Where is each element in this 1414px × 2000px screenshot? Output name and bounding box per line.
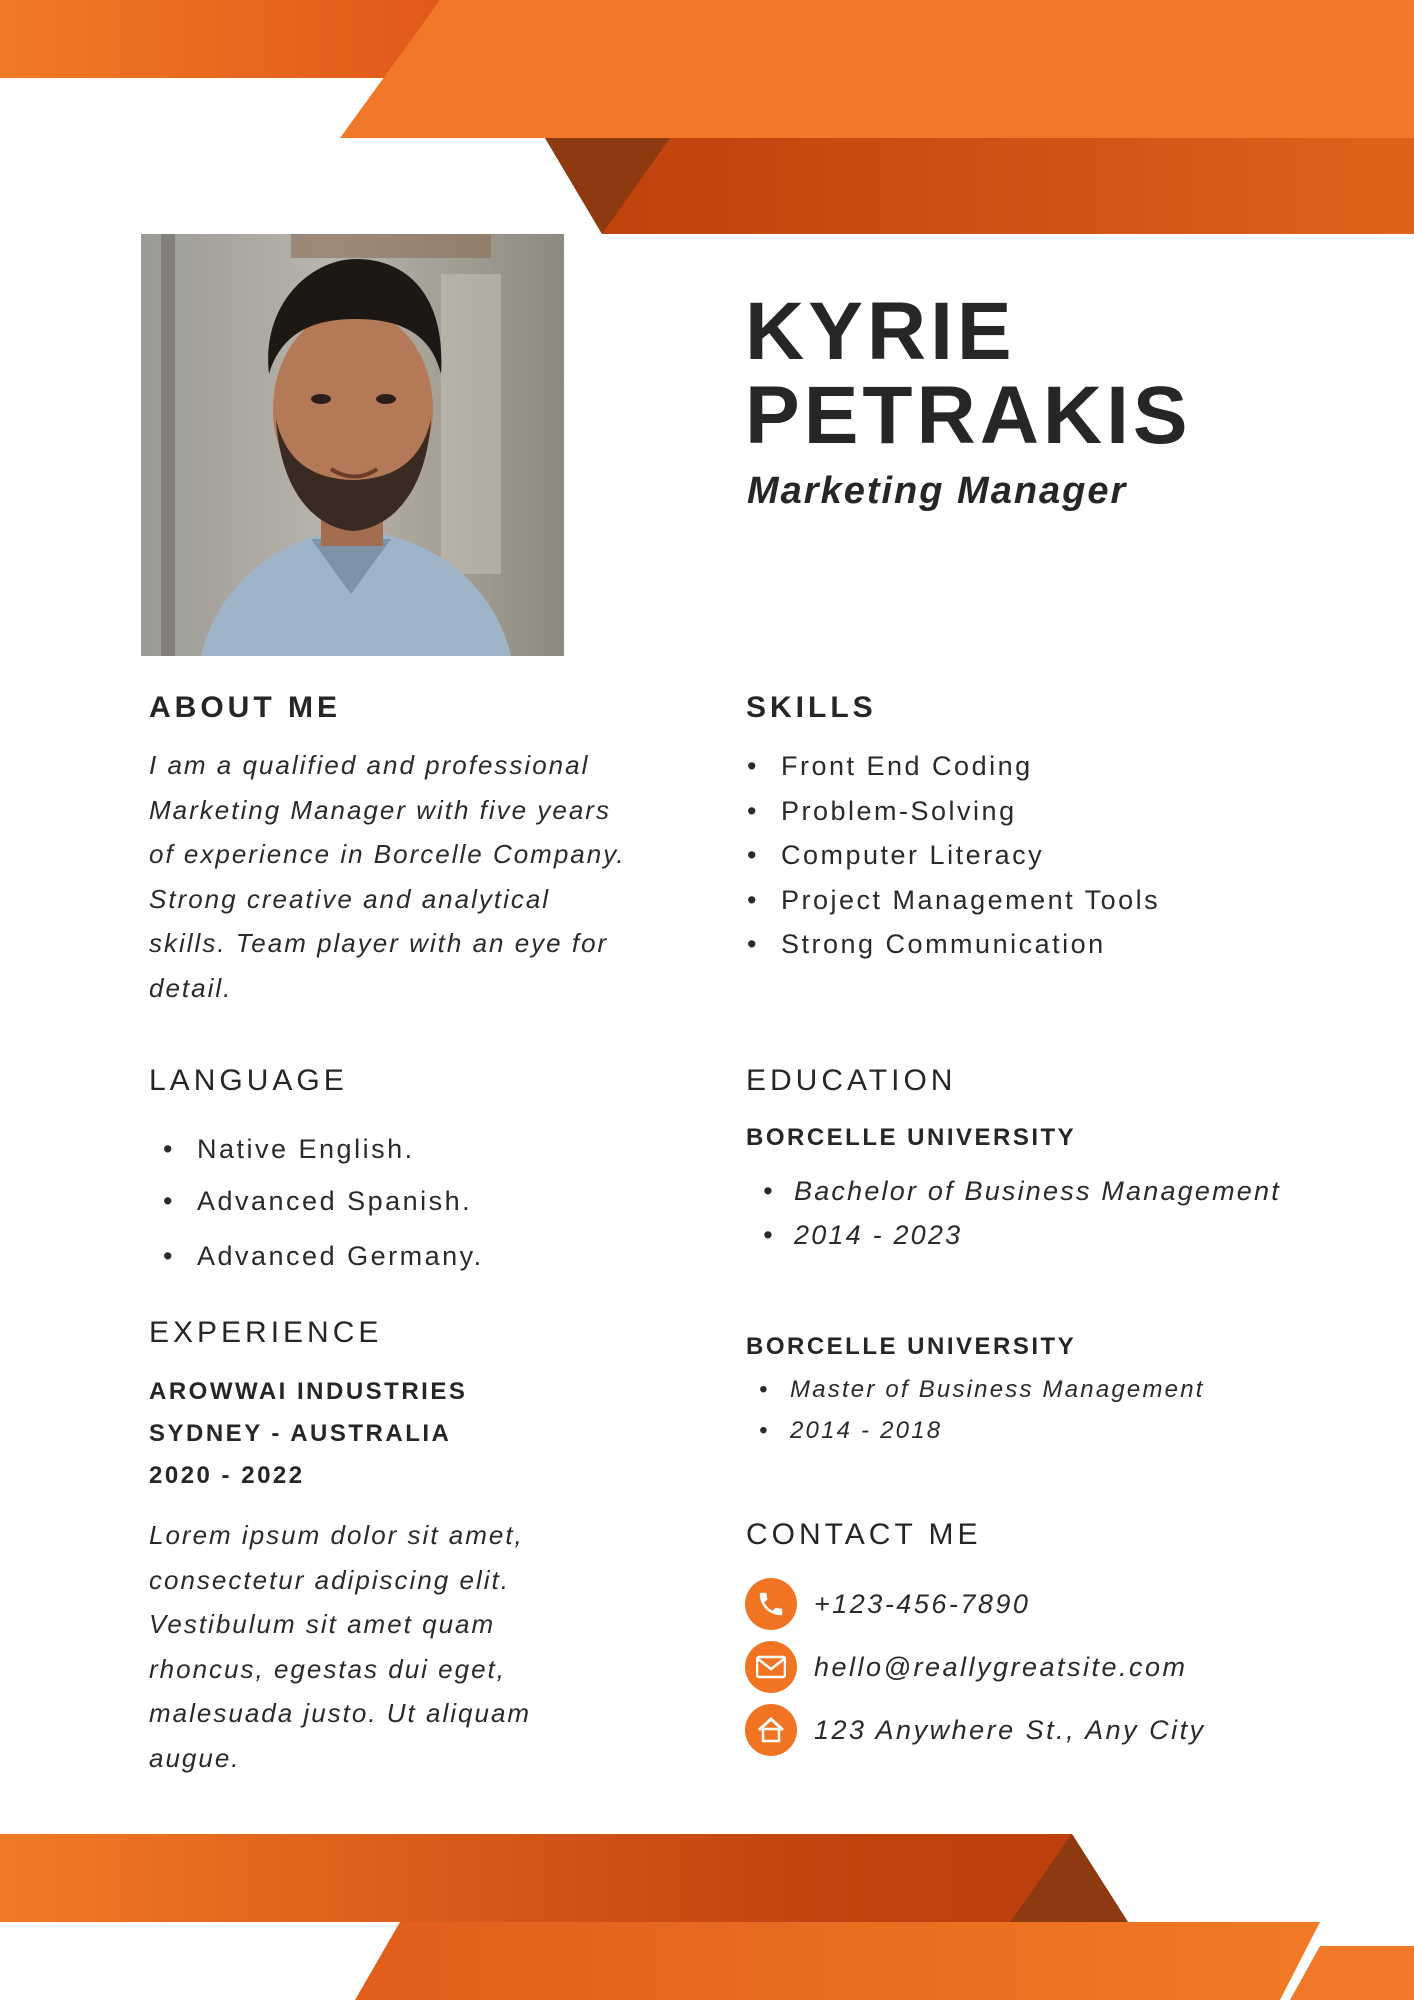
profile-photo [141,234,564,656]
skills-list [781,744,1160,967]
language-list [197,1126,484,1285]
about-line: skills. Team player with an eye for [149,928,609,958]
skill-item: • Front End Coding [781,744,1160,789]
skill-item: • Computer Literacy [781,833,1160,878]
about-line: of experience in Borcelle Company. [149,839,626,869]
contact-heading: CONTACT ME [746,1518,982,1551]
language-item: • Native English. [197,1126,484,1178]
about-line: Strong creative and analytical [149,883,551,914]
contact-phone [745,1578,1030,1630]
phone-icon [745,1578,797,1630]
about-text [149,743,626,1010]
experience-line: Lorem ipsum dolor sit amet, [149,1520,524,1550]
skills-heading: SKILLS [746,691,877,724]
experience-line: rhoncus, egestas dui eget, [149,1653,506,1684]
language-item: • Advanced Spanish. [197,1178,484,1230]
about-line: Marketing Manager with five years [149,794,611,825]
experience-location: SYDNEY - AUSTRALIA [149,1420,452,1447]
name-line-2: PETRAKIS [745,370,1192,461]
contact-email [745,1641,1188,1693]
language-heading: LANGUAGE [149,1064,348,1097]
experience-company: AROWWAI INDUSTRIES [149,1378,468,1405]
home-icon [745,1704,797,1756]
about-line: I am a qualified and professional [149,750,590,780]
skill-item: • Strong Communication [781,922,1160,967]
skill-item: • Problem-Solving [781,789,1160,834]
skill-item: • Project Management Tools [781,878,1160,923]
experience-line: consectetur adipiscing elit. [149,1564,510,1595]
phone-number[interactable]: +123-456-7890 [814,1588,1031,1619]
experience-line: augue. [149,1742,241,1773]
education-details [794,1169,1281,1257]
contact-address [745,1704,1206,1756]
experience-line: malesuada justo. Ut aliquam [149,1698,532,1728]
education-details [790,1369,1205,1451]
email-address[interactable]: hello@reallygreatsite.com [814,1651,1188,1682]
language-item: • Advanced Germany. [197,1233,484,1285]
education-degree: • Bachelor of Business Management [794,1169,1281,1213]
candidate-name [745,286,1365,461]
name-line-1: KYRIE [745,286,1016,377]
education-school: BORCELLE UNIVERSITY [746,1333,1077,1360]
about-heading: ABOUT ME [149,691,341,724]
education-degree: • Master of Business Management [790,1369,1205,1410]
experience-line: Vestibulum sit amet quam [149,1609,496,1639]
education-years: • 2014 - 2023 [794,1213,1281,1257]
street-address: 123 Anywhere St., Any City [814,1714,1206,1745]
about-line: detail. [149,972,233,1003]
education-school: BORCELLE UNIVERSITY [746,1124,1077,1151]
experience-text [149,1513,531,1780]
envelope-icon [745,1641,797,1693]
job-title: Marketing Manager [747,470,1128,512]
education-heading: EDUCATION [746,1064,957,1097]
experience-years: 2020 - 2022 [149,1462,305,1489]
experience-meta [149,1371,467,1497]
education-years: • 2014 - 2018 [790,1410,1205,1451]
experience-heading: EXPERIENCE [149,1316,383,1349]
